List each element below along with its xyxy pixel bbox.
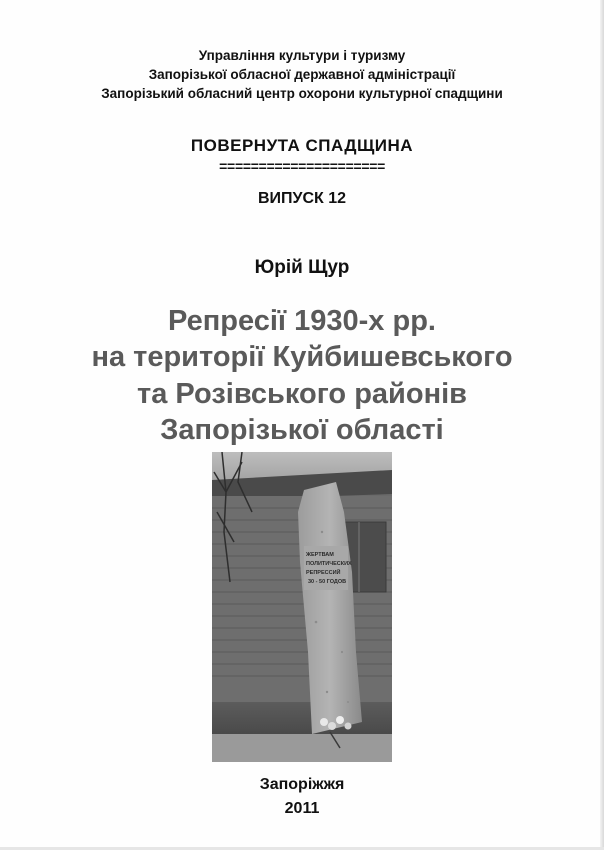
monument-inscription-2: ПОЛИТИЧЕСКИХ: [306, 561, 352, 567]
monument-inscription-3: РЕПРЕССИЙ: [306, 570, 341, 576]
org-line-2: Запорізької обласної державної адміністрації: [148, 67, 456, 82]
org-line-1: Управління культури і туризму: [198, 48, 406, 63]
author-name: Юрій Щур: [254, 257, 350, 278]
monument-inscription-4: 30 - 50 ГОДОВ: [308, 579, 347, 585]
book-title-line-1: Репресії 1930-х рр.: [168, 305, 436, 337]
book-title-line-2: на території Куйбишевського: [91, 341, 513, 373]
monument-photo-image: [212, 452, 392, 762]
series-title: ПОВЕРНУТА СПАДЩИНА: [190, 136, 414, 155]
book-title-line-4: Запорізької області: [160, 414, 444, 446]
publication-city: Запоріжжя: [259, 776, 345, 793]
monument-photo: [212, 452, 392, 762]
monument-inscription-1: ЖЕРТВАМ: [306, 552, 334, 558]
publication-year: 2011: [284, 800, 320, 817]
series-divider: =====================: [219, 160, 385, 176]
book-title-line-3: та Розівського районів: [137, 378, 467, 410]
issue-number: ВИПУСК 12: [257, 190, 347, 207]
org-line-3: Запорізький обласний центр охорони культурної спадщини: [101, 86, 503, 101]
